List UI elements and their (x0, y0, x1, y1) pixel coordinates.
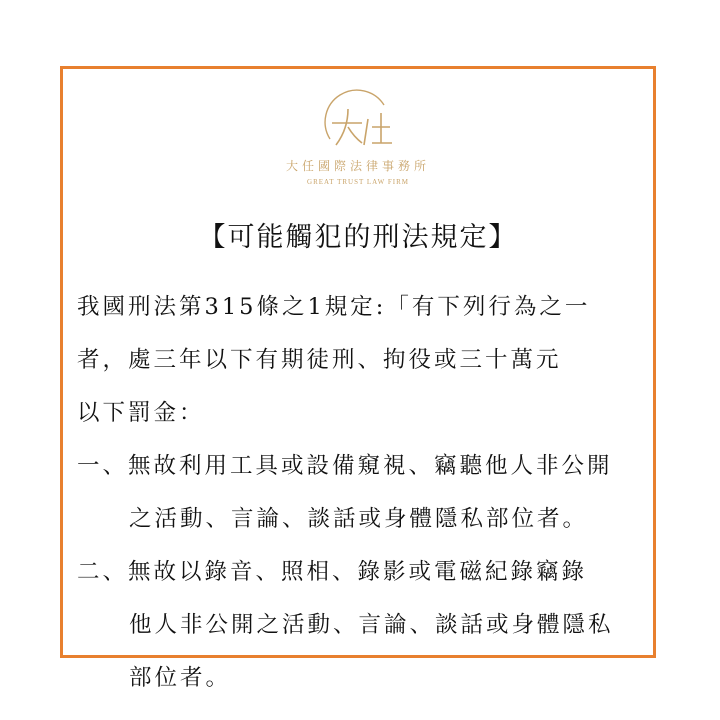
statute-text (77, 281, 652, 705)
item-1-line: 一、無故利用工具或設備窺視、竊聽他人非公開 (77, 453, 613, 479)
intro-line: 以下罰金： (77, 400, 205, 426)
item-2-line: 二、無故以錄音、照相、錄影或電磁紀錄竊錄 (77, 559, 588, 585)
content-frame (60, 66, 656, 691)
firm-logo (63, 89, 653, 186)
page-title: 【可能觸犯的刑法規定】 (198, 222, 518, 253)
firm-name-english: GREAT TRUST LAW FIRM (307, 178, 409, 186)
intro-line: 我國刑法第315條之1規定:「有下列行為之一 (77, 294, 591, 320)
item-2-line: 部位者。 (129, 665, 232, 691)
item-1-line: 之活動、言論、談話或身體隱私部位者。 (129, 506, 589, 532)
firm-logo-mark (310, 89, 406, 153)
firm-name-chinese: 大任國際法律事務所 (285, 159, 430, 173)
intro-line: 者，處三年以下有期徒刑、拘役或三十萬元 (77, 347, 562, 373)
item-2-line: 他人非公開之活動、言論、談話或身體隱私 (129, 612, 614, 638)
